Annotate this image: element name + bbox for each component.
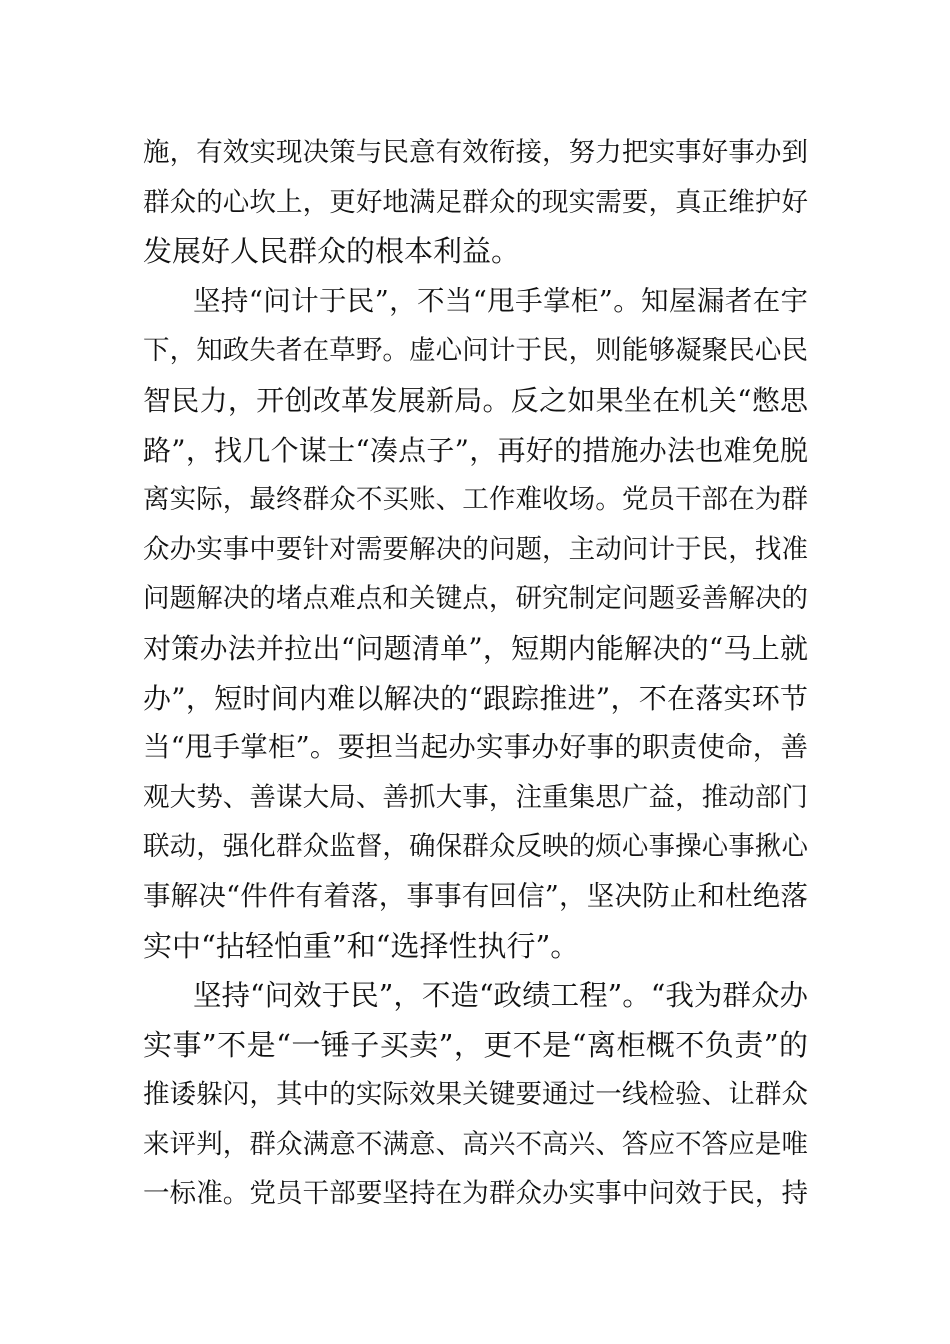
text-line: 实中“拈轻怕重”和“选择性执行”。 bbox=[143, 928, 580, 963]
text-line: 群众的心坎上，更好地满足群众的现实需要，真正维护好 bbox=[143, 186, 808, 218]
text-line: 坚持“问计于民”，不当“甩手掌柜”。知屋漏者在宇 bbox=[193, 284, 808, 317]
text-line: 当“甩手掌柜”。要担当起办实事办好事的职责使命，善 bbox=[143, 731, 808, 764]
text-line: 事解决“件件有着落，事事有回信”，坚决防止和杜绝落 bbox=[143, 879, 808, 912]
text-line: 离实际，最终群众不买账、工作难收场。党员干部在为群 bbox=[143, 484, 808, 516]
text-line: 对策办法并拉出“问题清单”，短期内能解决的“马上就 bbox=[143, 631, 808, 665]
text-line: 观大势、善谋大局、善抓大事，注重集思广益，推动部门 bbox=[143, 781, 808, 813]
text-line: 实事”不是“一锤子买卖”，更不是“离柜概不负责”的 bbox=[143, 1027, 808, 1062]
text-line: 发展好人民群众的根本利益。 bbox=[143, 234, 521, 269]
text-line: 施，有效实现决策与民意有效衔接，努力把实事好事办到 bbox=[143, 137, 808, 168]
text-line: 一标准。党员干部要坚持在为群众办实事中问效于民，持 bbox=[143, 1178, 808, 1210]
text-line: 问题解决的堵点难点和关键点，研究制定问题妥善解决的 bbox=[143, 583, 808, 615]
text-line: 推诿躲闪，其中的实际效果关键要通过一线检验、让群众 bbox=[143, 1079, 808, 1111]
text-line: 路”，找几个谋士“凑点子”，再好的措施办法也难免脱 bbox=[143, 433, 808, 467]
text-line: 智民力，开创改革发展新局。反之如果坐在机关“憋思 bbox=[143, 383, 808, 417]
text-line: 来评判，群众满意不满意、高兴不高兴、答应不答应是唯 bbox=[143, 1128, 808, 1160]
body-text bbox=[143, 128, 808, 1219]
text-line: 众办实事中要针对需要解决的问题，主动问计于民，找准 bbox=[143, 533, 808, 565]
text-line: 办”，短时间内难以解决的“跟踪推进”，不在落实环节 bbox=[143, 681, 808, 715]
text-line: 坚持“问效于民”，不造“政绩工程”。“我为群众办 bbox=[193, 979, 808, 1013]
text-line: 联动，强化群众监督，确保群众反映的烦心事操心事揪心 bbox=[143, 831, 808, 863]
text-line: 下，知政失者在草野。虚心问计于民，则能够凝聚民心民 bbox=[143, 335, 808, 367]
